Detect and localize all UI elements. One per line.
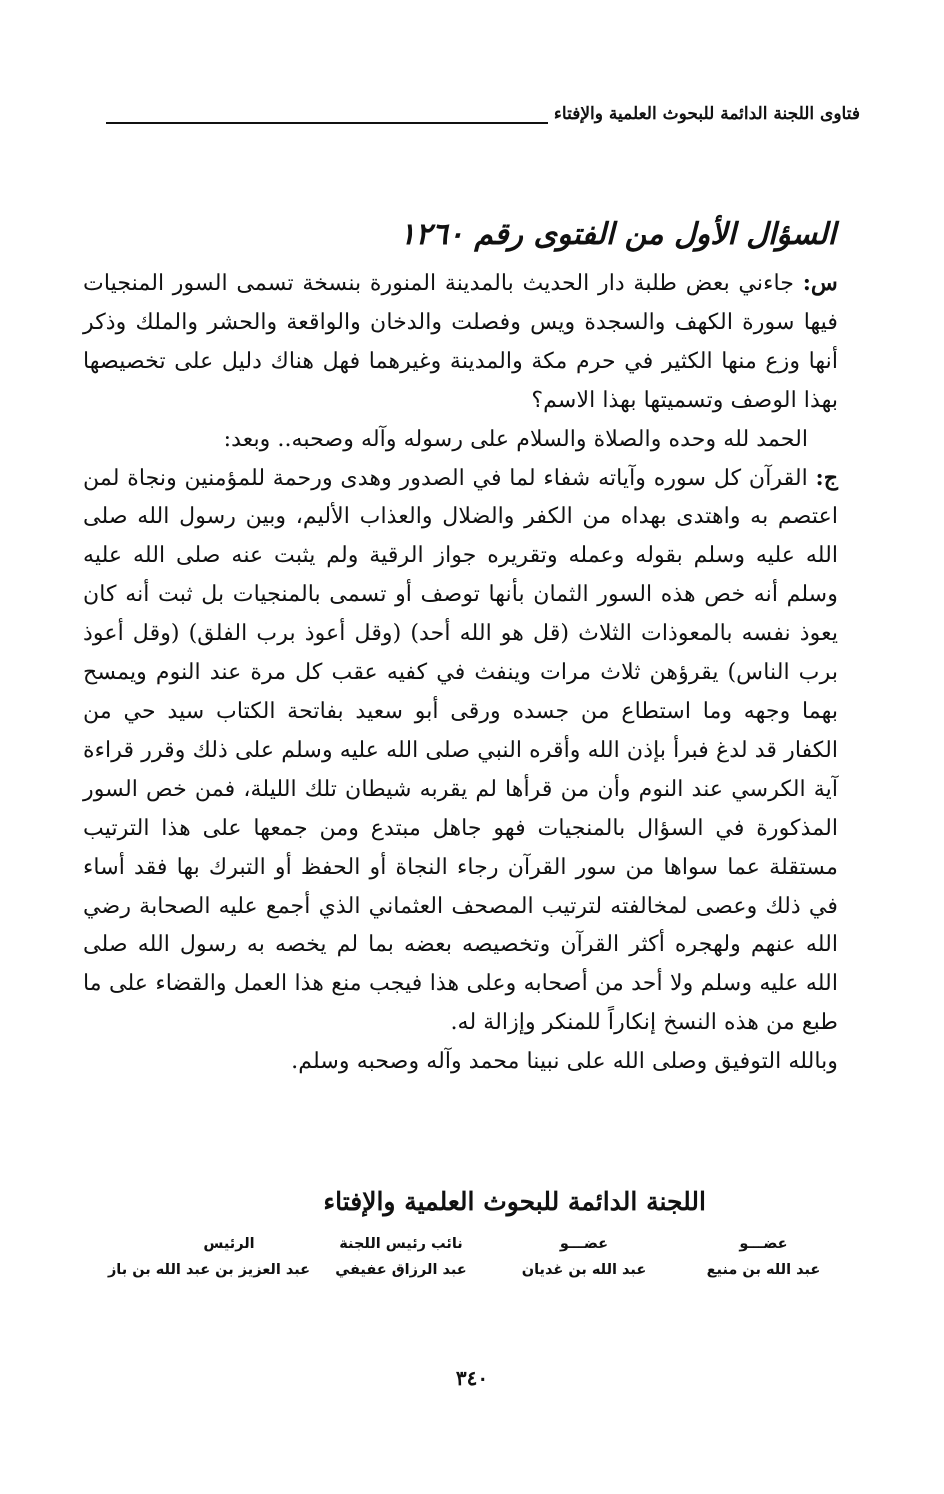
header-title: فتاوى اللجنة الدائمة للبحوث العلمية والإفتاء bbox=[548, 100, 860, 128]
answer-text: القرآن كل سوره وآياته شفاء لما في الصدور وهدى ورحمة للمؤمنين ونجاة لمن اعتصم به واهتدى بهداه من الكفر والضلال والعذاب الأليم، وبين رسول الله صلى الله عليه وسلم بقوله وعمله وتقريره جواز الرقية ولم يثبت عنه صلى الله عليه وسلم أنه خص هذه السور الثمان بأنها توصف أو تسمى بالمنجيات بل ثبت أنه كان يعوذ نفسه بالمعوذات الثلاث (قل هو الله أحد) (وقل أعوذ برب الفلق) (وقل أعوذ برب الناس) يقرؤهن ثلاث مرات وينفث في كفيه عقب كل مرة عند النوم ويمسح بهما وجهه وما استطاع من جسده ورقى أبو سعيد بفاتحة الكتاب سيد حي من الكفار قد لدغ فبرأ بإذن الله وأقره النبي صلى الله عليه وسلم على ذلك وقرر قراءة آية الكرسي عند النوم وأن من قرأها لم يقربه شيطان تلك الليلة، فمن خص السور المذكورة في السؤال بالمنجيات فهو جاهل مبتدع ومن جمعها على هذا الترتيب مستقلة عما سواها من سور القرآن رجاء النجاة أو الحفظ أو التبرك بها فقد أساء في ذلك وعصى لمخالفته لترتيب المصحف العثماني الذي أجمع عليه الصحابة رضي الله عنهم ولهجره أكثر القرآن وتخصيصه بعضه بما لم يخصه به رسول الله صلى الله عليه وسلم ولا أحد من أصحابه وعلى هذا فيجب منع هذا العمل والقضاء على ما طبع من هذه النسخ إنكاراً للمنكر وإزالة له. bbox=[83, 464, 838, 1036]
signature-name: عبد الرزاق عفيفي bbox=[335, 1262, 467, 1278]
signature-member-1 bbox=[514, 1231, 654, 1283]
signature-role: عضـــو bbox=[559, 1236, 609, 1252]
signature-role: الرئيس bbox=[203, 1236, 255, 1252]
question-label: س: bbox=[802, 270, 838, 296]
signature-name: عبد العزيز بن عبد الله بن باز bbox=[107, 1262, 311, 1278]
running-header bbox=[106, 100, 860, 134]
question-text: جاءني بعض طلبة دار الحديث بالمدينة المنورة بنسخة تسمى السور المنجيات فيها سورة الكهف والسجدة ويس وفصلت والدخان والواقعة والحشر والملك وذكر أنها وزع منها الكثير في حرم مكة والمدينة وغيرهما فهل هناك دليل على تخصيصها بهذا الوصف وتسميتها بهذا الاسم؟ bbox=[83, 270, 838, 413]
page-number: ٣٤٠ bbox=[455, 1366, 489, 1390]
signature-vice-president bbox=[326, 1231, 476, 1283]
praise-line: الحمد لله وحده والصلاة والسلام على رسوله وآله وصحبه.. وبعد: bbox=[223, 425, 808, 452]
question-paragraph bbox=[83, 264, 838, 420]
answer-label: ج: bbox=[815, 464, 839, 491]
closing-line: وبالله التوفيق وصلى الله على نبينا محمد وآله وصحبه وسلم. bbox=[291, 1048, 838, 1075]
signature-member-2 bbox=[701, 1231, 826, 1283]
committee-name: اللجنة الدائمة للبحوث العلمية والإفتاء bbox=[323, 1187, 706, 1216]
signature-president bbox=[104, 1231, 314, 1283]
fatwa-body bbox=[83, 264, 838, 1081]
answer-paragraph bbox=[83, 459, 838, 1043]
signature-role: عضـــو bbox=[739, 1236, 788, 1252]
fatwa-question-title: السؤال الأول من الفتوى رقم ١٢٦٠ bbox=[399, 217, 836, 252]
signature-name: عبد الله بن غديان bbox=[521, 1262, 647, 1278]
signature-role: نائب رئيس اللجنة bbox=[339, 1236, 463, 1252]
signature-name: عبد الله بن منيع bbox=[706, 1262, 821, 1278]
